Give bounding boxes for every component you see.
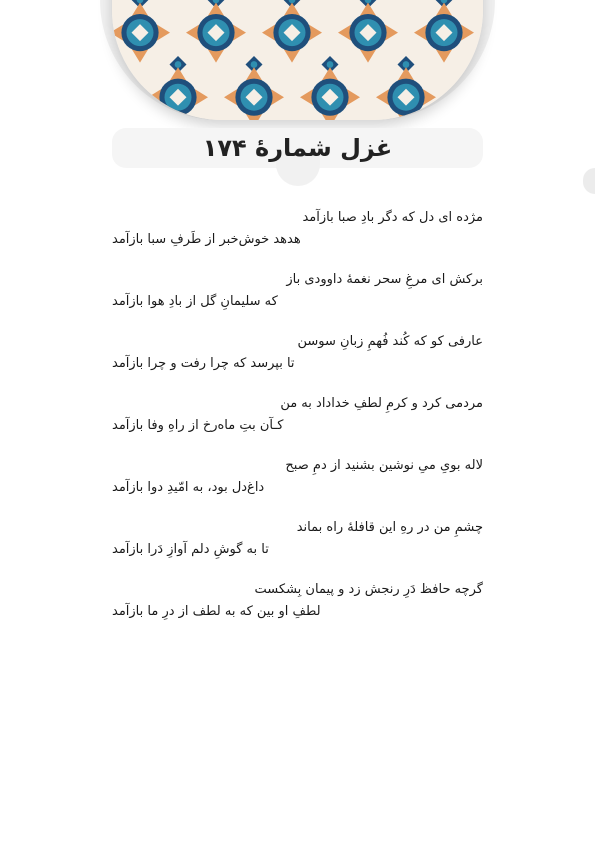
hemistich-second: لطفِ او بین که به لطف از درِ ما بازآمد bbox=[112, 604, 321, 619]
couplet bbox=[112, 580, 483, 642]
couplet bbox=[112, 208, 483, 270]
couplet bbox=[112, 270, 483, 332]
hemistich-first: لاله بویِ میِ نوشین بشنید از دمِ صبح bbox=[285, 458, 483, 473]
hemistich-first: مژده ای دل که دگر بادِ صبا بازآمد bbox=[302, 210, 483, 225]
poem-body bbox=[112, 208, 483, 642]
couplet bbox=[112, 332, 483, 394]
hemistich-first: گرچه حافظ دَرِ رنجش زد و پیمان بِشکست bbox=[254, 582, 483, 597]
hemistich-second: هدهد خوش‌خبر از طَرفِ سبا بازآمد bbox=[112, 232, 301, 247]
hemistich-second: تا بپرسد که چرا رفت و چرا بازآمد bbox=[112, 356, 295, 371]
hemistich-first: مردمی کرد و کرمِ لطفِ خداداد به من bbox=[280, 396, 483, 411]
couplet bbox=[112, 456, 483, 518]
hemistich-first: برکش ای مرغِ سحر نغمهٔ داوودی باز bbox=[286, 272, 483, 287]
couplet bbox=[112, 518, 483, 580]
hemistich-second: کـآن بتِ ماه‌رخ از راهِ وفا بازآمد bbox=[112, 418, 284, 433]
hemistich-first: چشمِ من در رهِ این قافلهٔ راه بماند bbox=[296, 520, 483, 535]
page-title: غزل شمارهٔ ۱۷۴ bbox=[202, 134, 393, 162]
hemistich-first: عارفی کو که کُند فُهمِ زبانِ سوسن bbox=[297, 334, 483, 349]
hemistich-second: تا به گوشِ دلم آوازِ دَرا بازآمد bbox=[112, 542, 269, 557]
bottom-ornament-strip bbox=[95, 836, 500, 842]
hemistich-second: که سلیمانِ گل از بادِ هوا بازآمد bbox=[112, 294, 278, 309]
side-tab bbox=[583, 168, 595, 194]
hemistich-second: داغ‌دل بود، به امّیدِ دوا بازآمد bbox=[112, 480, 265, 495]
couplet bbox=[112, 394, 483, 456]
decorative-tile-pattern bbox=[112, 0, 483, 120]
